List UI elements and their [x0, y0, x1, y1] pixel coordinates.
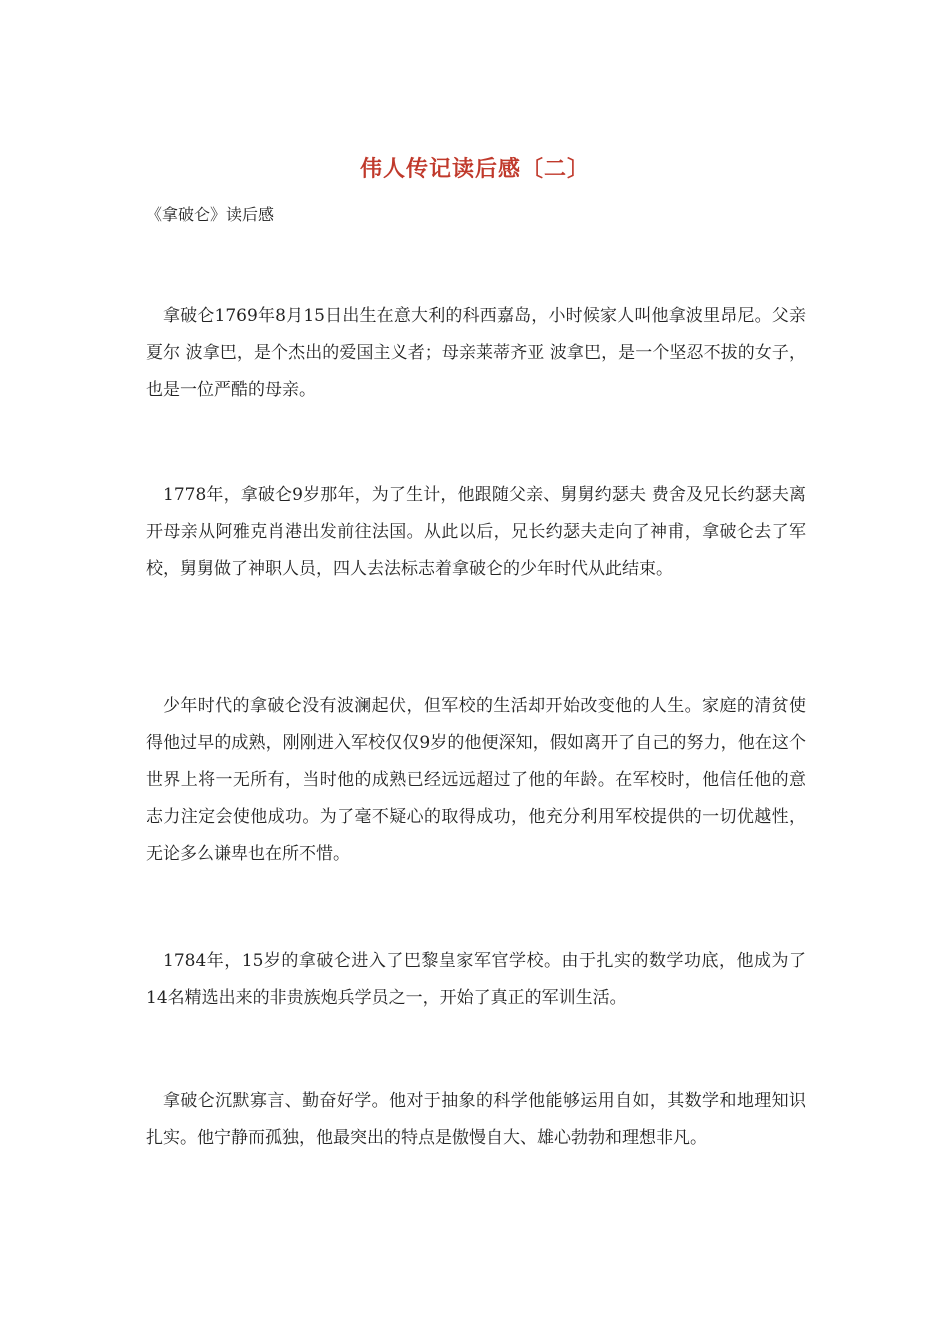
paragraph: 拿破仑沉默寡言、勤奋好学。他对于抽象的科学他能够运用自如，其数学和地理知识扎实。他宁静而孤独，他最突出的特点是傲慢自大、雄心勃勃和理想非凡。: [146, 1091, 806, 1148]
paragraph: 1784年，15岁的拿破仑进入了巴黎皇家军官学校。由于扎实的数学功底，他成为了14名精选出来的非贵族炮兵学员之一，开始了真正的军训生活。: [146, 951, 806, 1008]
document-subtitle: 《拿破仑》读后感: [146, 205, 275, 224]
paragraph: 1778年，拿破仑9岁那年，为了生计，他跟随父亲、舅舅约瑟夫 费舍及兄长约瑟夫离开母亲从阿雅克肖港出发前往法国。从此以后，兄长约瑟夫走向了神甫，拿破仑去了军校，舅舅做了神职人员，四人去法标志着拿破仑的少年时代从此结束。: [146, 485, 806, 579]
paragraph: 拿破仑1769年8月15日出生在意大利的科西嘉岛，小时候家人叫他拿波里昂尼。父亲夏尔 波拿巴，是个杰出的爱国主义者；母亲莱蒂齐亚 波拿巴，是一个坚忍不拔的女子，也是一位严酷的母亲。: [146, 306, 806, 400]
document-title: 伟人传记读后感〔二〕: [359, 157, 590, 182]
paragraph: 少年时代的拿破仑没有波澜起伏，但军校的生活却开始改变他的人生。家庭的清贫使得他过早的成熟，刚刚进入军校仅仅9岁的他便深知，假如离开了自己的努力，他在这个世界上将一无所有，当时他的成熟已经远远超过了他的年龄。在军校时，他信任他的意志力注定会使他成功。为了毫不疑心的取得成功，他充分利用军校提供的一切优越性，无论多么谦卑也在所不惜。: [146, 696, 806, 864]
